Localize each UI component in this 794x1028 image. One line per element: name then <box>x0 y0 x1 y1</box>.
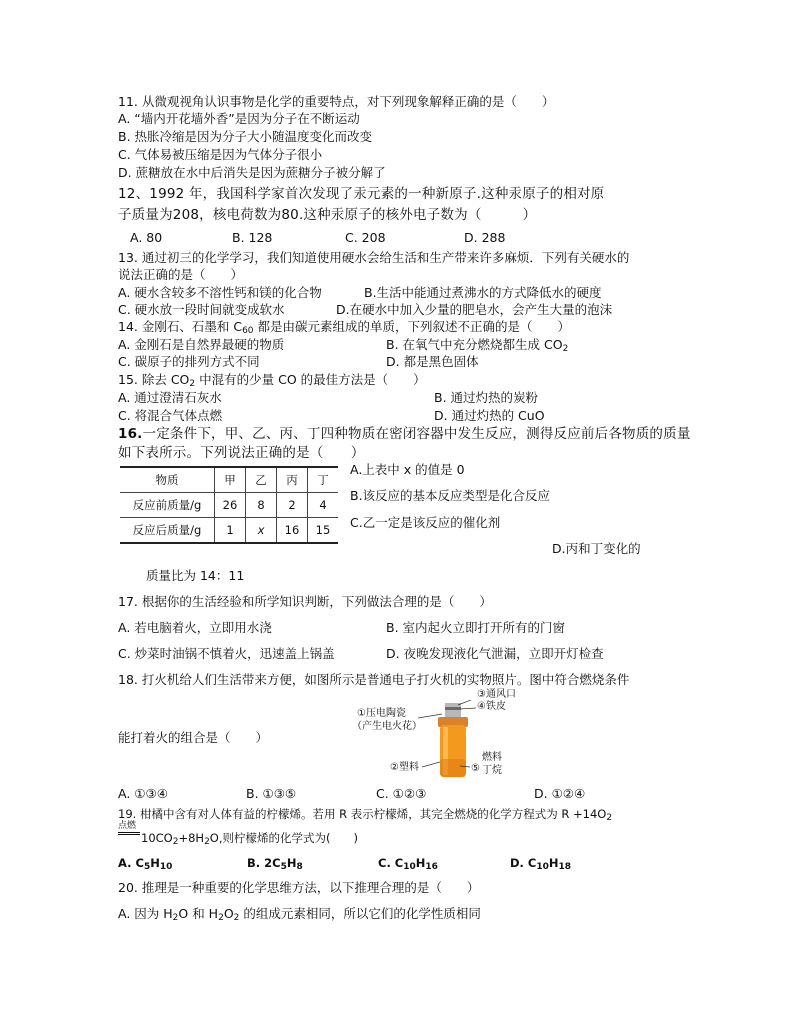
q18-option-d[interactable]: D. ①②④ <box>534 786 586 801</box>
q13-option-a[interactable]: A. 硬水含较多不溶性钙和镁的化合物 <box>118 285 322 300</box>
q13-stem-line2: 说法正确的是（ ） <box>118 267 244 282</box>
table-cell: 反应前质量/g <box>120 493 215 518</box>
q14-option-d[interactable]: D. 都是黑色固体 <box>386 354 479 369</box>
q17-option-a[interactable]: A. 若电脑着火，立即用水浇 <box>118 620 272 635</box>
lighter-label-piezo: ①压电陶瓷 <box>357 708 406 719</box>
q14-option-b[interactable]: B. 在氧气中充分燃烧都生成 $CO_2$ <box>386 337 569 354</box>
q15-stem: 15. 除去 $CO_2$ 中混有的少量 CO 的最佳方法是（ ） <box>118 372 426 389</box>
leader-line <box>422 762 440 767</box>
q16-option-c[interactable]: C.乙一定是该反应的催化剂 <box>350 515 501 530</box>
q11-option-a[interactable]: A. “墙内开花墙外香”是因为分子在不断运动 <box>118 111 360 126</box>
q16-option-d-line1[interactable]: D.丙和丁变化的 <box>552 541 641 556</box>
lighter-label-iron: ④铁皮 <box>477 701 506 712</box>
q13-option-b[interactable]: B.生活中能通过煮沸水的方式降低水的硬度 <box>364 285 602 300</box>
table-row <box>120 493 338 518</box>
table-cell: 16 <box>277 518 308 544</box>
q17-option-b[interactable]: B. 室内起火立即打开所有的门窗 <box>386 620 566 635</box>
q19-option-c[interactable]: C. $C_{10}H_{16}$ <box>378 856 438 872</box>
q14-stem: 14. 金刚石、石墨和 $C_{60}$ 都是由碳元素组成的单质，下列叙述不正确的是（ ） <box>118 319 570 336</box>
table-cell: 1 <box>215 518 246 544</box>
q15-option-a[interactable]: A. 通过澄清石灰水 <box>118 390 222 405</box>
q13-stem-line1: 13. 通过初三的化学学习，我们知道使用硬水会给生活和生产带来许多麻烦．下列有关硬水的 <box>118 250 630 265</box>
table-cell: x <box>246 518 277 544</box>
q18-option-a[interactable]: A. ①③④ <box>118 786 168 801</box>
q14-option-a[interactable]: A. 金刚石是自然界最硬的物质 <box>118 337 285 352</box>
table-cell: 26 <box>215 493 246 518</box>
q19-option-a[interactable]: A. $C_5H_{10}$ <box>118 856 173 872</box>
q16-data-table <box>120 466 338 544</box>
q12-option-b[interactable]: B. 128 <box>232 230 273 245</box>
q12-stem-line1: 12、1992 年，我国科学家首次发现了汞元素的一种新原子.这种汞原子的相对原 <box>118 186 605 202</box>
q12-option-c[interactable]: C. 208 <box>345 230 386 245</box>
q18-stem-line2: 能打着火的组合是（ ） <box>118 730 269 745</box>
lighter-label-butane: 丁烷 <box>482 765 502 776</box>
q19-equals-sign <box>118 832 140 835</box>
q11-option-d[interactable]: D. 蔗糖放在水中后消失是因为蔗糖分子被分解了 <box>118 165 386 180</box>
q20-option-a[interactable]: A. 因为 $H_2O$ 和 $H_2O_2$ 的组成元素相同，所以它们的化学性质相同 <box>118 906 481 923</box>
leader-line <box>460 708 476 709</box>
table-header-cell: 乙 <box>246 467 277 493</box>
leader-line <box>460 766 470 767</box>
q13-option-c[interactable]: C. 硬水放一段时间就变成软水 <box>118 302 285 317</box>
table-row <box>120 518 338 544</box>
q11-stem: 11. 从微观视角认识事物是化学的重要特点，对下列现象解释正确的是（ ） <box>118 94 555 109</box>
lighter-label-5: ⑤ <box>471 763 480 774</box>
q14-option-c[interactable]: C. 碳原子的排列方式不同 <box>118 354 260 369</box>
q16-stem-line1: 16.一定条件下，甲、乙、丙、丁四种物质在密闭容器中发生反应，测得反应前后各物质的质量 <box>118 426 691 442</box>
q16-option-b[interactable]: B.该反应的基本反应类型是化合反应 <box>350 488 551 503</box>
lighter-label-vent: ③通风口 <box>477 689 516 700</box>
leader-line <box>458 700 476 705</box>
q20-stem: 20. 推理是一种重要的化学思维方法，以下推理合理的是（ ） <box>118 880 480 895</box>
q12-stem-line2: 子质量为208，核电荷数为80.这种汞原子的核外电子数为（ ） <box>118 207 537 223</box>
table-header-cell: 丁 <box>308 467 339 493</box>
table-cell: 8 <box>246 493 277 518</box>
table-header-row <box>120 467 338 493</box>
q19-option-b[interactable]: B. $2C_5H_8$ <box>247 856 303 872</box>
q11-option-c[interactable]: C. 气体易被压缩是因为气体分子很小 <box>118 147 323 162</box>
table-cell: 4 <box>308 493 339 518</box>
q12-option-a[interactable]: A. 80 <box>130 230 163 245</box>
table-header-cell: 甲 <box>215 467 246 493</box>
q19-option-d[interactable]: D. $C_{10}H_{18}$ <box>510 856 572 872</box>
q19-stem: 19. 柑橘中含有对人体有益的柠檬烯。若用 R 表示柠檬烯，其完全燃烧的化学方程式为 $R +14O_2$ <box>118 807 613 823</box>
leader-line <box>418 714 442 718</box>
q17-option-d[interactable]: D. 夜晚发现液化气泄漏，立即开灯检查 <box>386 646 604 661</box>
q18-option-b[interactable]: B. ①③⑤ <box>246 786 297 801</box>
q18-stem-line1: 18. 打火机给人们生活带来方便，如图所示是普通电子打火机的实物照片。图中符合燃烧条件 <box>118 672 630 687</box>
q19-condition: 点燃 <box>118 821 137 831</box>
lighter-label-plastic: ②塑料 <box>390 762 419 773</box>
q17-option-c[interactable]: C. 炒菜时油锅不慎着火，迅速盖上锅盖 <box>118 646 335 661</box>
table-cell: 2 <box>277 493 308 518</box>
q16-stem-line2: 如下表所示。下列说法正确的是（ ） <box>118 445 365 461</box>
q18-option-c[interactable]: C. ①②③ <box>376 786 427 801</box>
lighter-label-spark: （产生电火花） <box>352 721 422 732</box>
q15-option-d[interactable]: D. 通过灼热的 CuO <box>434 408 545 423</box>
q17-stem: 17. 根据你的生活经验和所学知识判断，下列做法合理的是（ ） <box>118 594 492 609</box>
q11-option-b[interactable]: B. 热胀冷缩是因为分子大小随温度变化而改变 <box>118 129 373 144</box>
q16-option-a[interactable]: A.上表中 x 的值是 0 <box>350 462 465 477</box>
q13-option-d[interactable]: D.在硬水中加入少量的肥皂水，会产生大量的泡沫 <box>336 302 613 317</box>
q15-option-b[interactable]: B. 通过灼热的炭粉 <box>434 390 539 405</box>
lighter-label-fuel: 燃料 <box>482 752 502 763</box>
table-header-cell: 物质 <box>120 467 215 493</box>
q19-equation: $10CO_2+8H_2O$,则柠檬烯的化学式为( ) <box>141 831 358 847</box>
q16-option-d-line2[interactable]: 质量比为 14：11 <box>146 568 245 583</box>
table-cell: 反应后质量/g <box>120 518 215 544</box>
q12-option-d[interactable]: D. 288 <box>464 230 506 245</box>
table-cell: 15 <box>308 518 339 544</box>
q15-option-c[interactable]: C. 将混合气体点燃 <box>118 408 223 423</box>
table-header-cell: 丙 <box>277 467 308 493</box>
